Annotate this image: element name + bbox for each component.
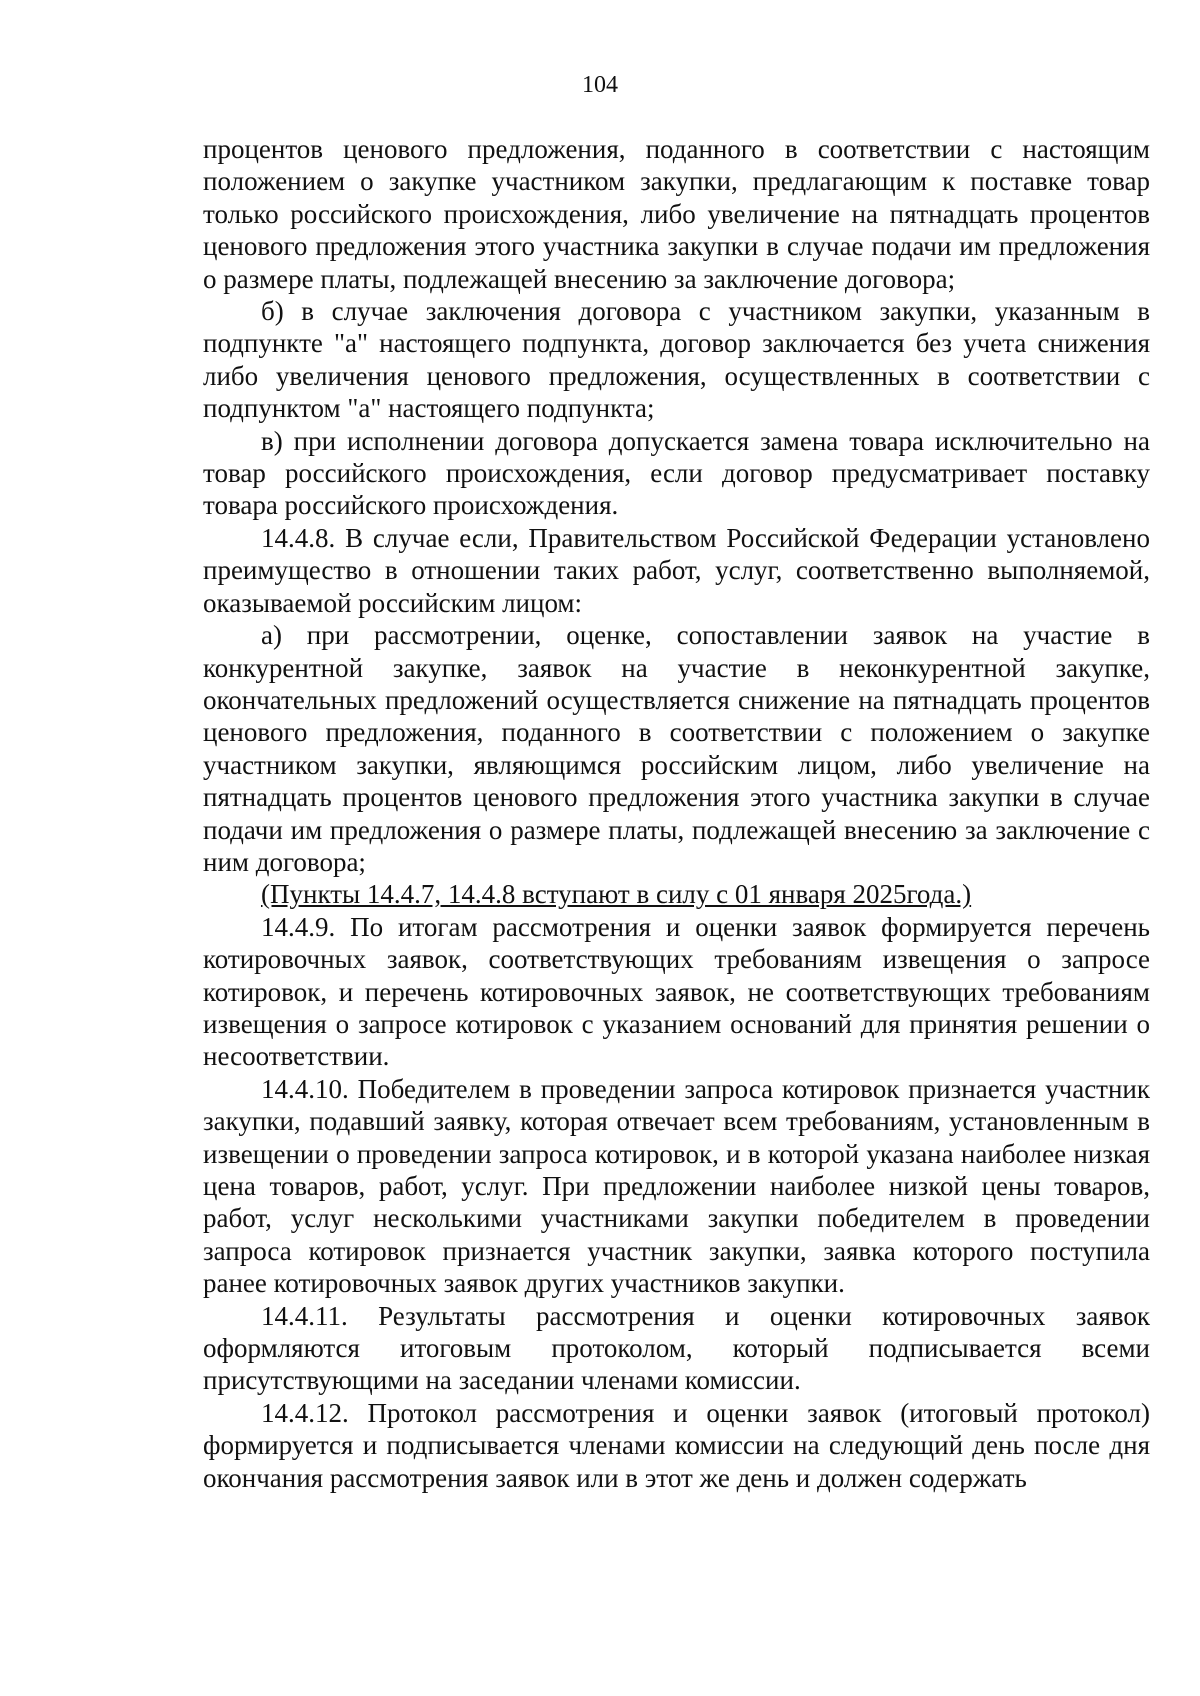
page-number: 104 (582, 72, 618, 98)
paragraph-14-4-8: 14.4.8. В случае если, Правительством Российской Федерации установлено преимущество в отношении таких работ, услуг, соответственно выполняемой, оказываемой российским лицом: (203, 522, 1150, 618)
paragraph-14-4-11: 14.4.11. Результаты рассмотрения и оценки котировочных заявок оформляются итоговым протоколом, который подписывается всеми присутствующими на заседании членами комиссии. (203, 1300, 1150, 1396)
paragraph-continuation: процентов ценового предложения, поданного в соответствии с настоящим положением о закупке участником закупки, предлагающим к поставке товар только российского происхождения, либо увеличение на пятнадцать процентов ценового предложения этого участника закупки в случае подачи им предложения о размере платы, подлежащей внесению за заключение договора; (203, 134, 1150, 294)
paragraph-subitem-v: в) при исполнении договора допускается замена товара исключительно на товар российского происхождения, если договор предусматривает поставку товара российского происхождения. (203, 425, 1150, 521)
paragraph-14-4-9: 14.4.9. По итогам рассмотрения и оценки заявок формируется перечень котировочных заявок, соответствующих требованиям извещения о запросе котировок, и перечень котировочных заявок, не соответствующих требованиям извещения о запросе котировок с указанием оснований для принятия решении о несоответствии. (203, 911, 1150, 1072)
paragraph-14-4-12: 14.4.12. Протокол рассмотрения и оценки заявок (итоговый протокол) формируется и подписывается членами комиссии на следующий день после дня окончания рассмотрения заявок или в этот же день и должен содержать (203, 1397, 1150, 1493)
paragraph-subitem-b: б) в случае заключения договора с участником закупки, указанным в подпункте "а" настоящего подпункта, договор заключается без учета снижения либо увеличения ценового предложения, осуществленных в соответствии с подпунктом "а" настоящего подпункта; (203, 296, 1150, 424)
document-body (203, 133, 1150, 1494)
paragraph-subitem-a: а) при рассмотрении, оценке, сопоставлении заявок на участие в конкурентной закупке, заявок на участие в неконкурентной закупке, окончательных предложений осуществляется снижение на пятнадцать процентов ценового предложения, поданного в соответствии с положением о закупке участником закупки, являющимся российским лицом, либо увеличение на пятнадцать процентов ценового предложения этого участника закупки в случае подачи им предложения о размере платы, подлежащей внесению за заключение с ним договора; (203, 620, 1150, 877)
effective-date-note: (Пункты 14.4.7, 14.4.8 вступают в силу с 01 января 2025года.) (261, 879, 972, 910)
paragraph-14-4-10: 14.4.10. Победителем в проведении запроса котировок признается участник закупки, подавший заявку, которая отвечает всем требованиям, установленным в извещении о проведении запроса котировок, и в которой указана наиболее низкая цена товаров, работ, услуг. При предложении наиболее низкой цены товаров, работ, услуг несколькими участниками закупки победителем в проведении запроса котировок признается участник закупки, заявка которого поступила ранее котировочных заявок других участников закупки. (203, 1073, 1150, 1299)
